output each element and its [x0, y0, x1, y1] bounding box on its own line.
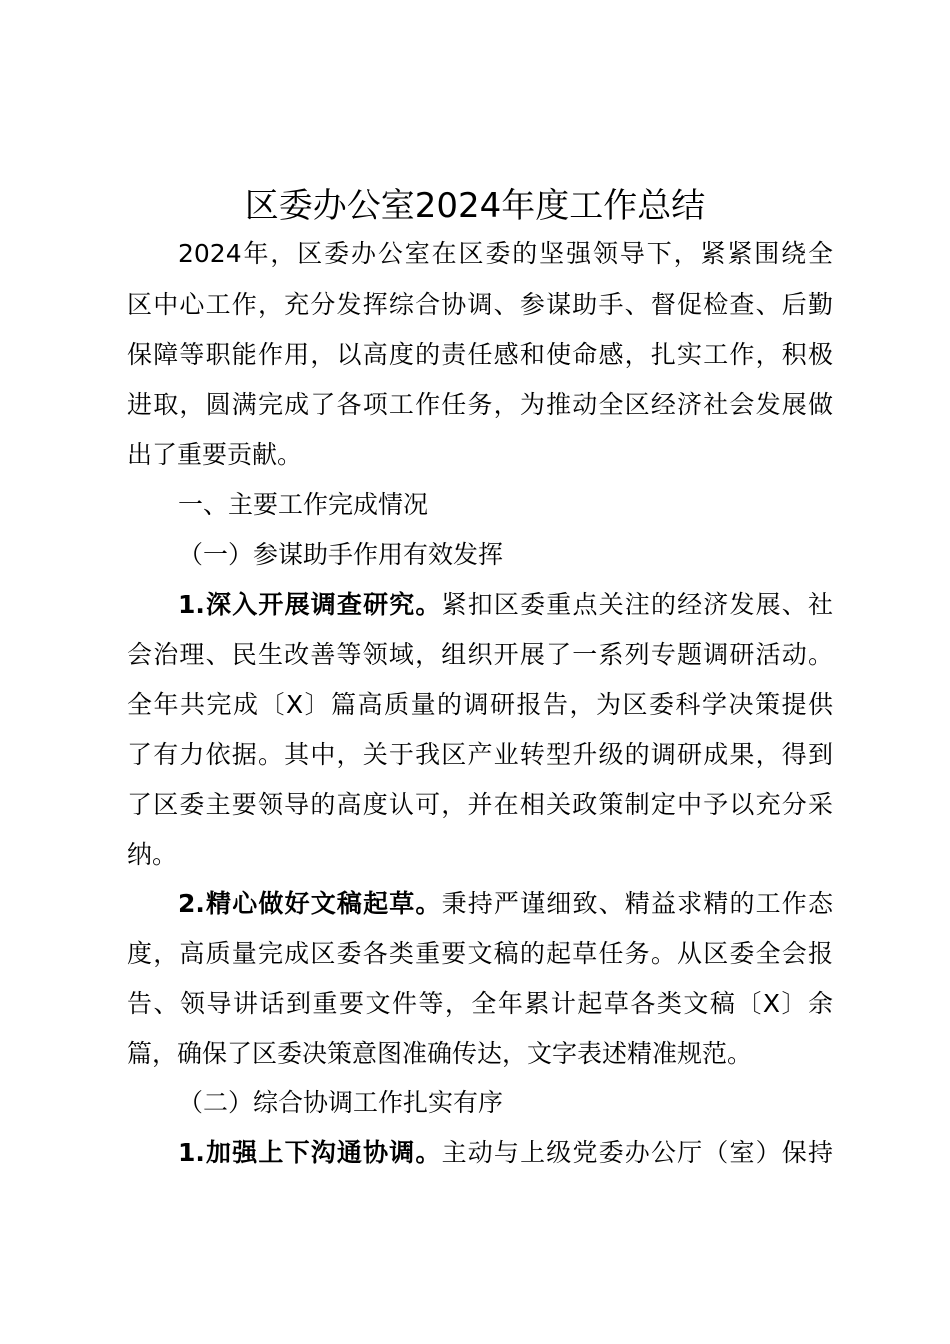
item2-first-line	[178, 886, 833, 922]
subsection-heading-2: （二）综合协调工作扎实有序	[178, 1088, 504, 1117]
subsection-heading-1: （一）参谋助手作用有效发挥	[178, 540, 504, 569]
item1-line-4: 了有力依据。其中，关于我区产业转型升级的调研成果，得到	[127, 740, 833, 769]
item2-line-2: 度，高质量完成区委各类重要文稿的起草任务。从区委全会报	[127, 939, 833, 968]
section-heading: 一、主要工作完成情况	[178, 490, 429, 519]
item1-title: 1.深入开展调查研究。	[178, 590, 442, 619]
item1-line-6: 纳。	[127, 840, 178, 869]
sub2-item1-first-line	[178, 1135, 833, 1171]
item2-line-4: 篇，确保了区委决策意图准确传达，文字表述精准规范。	[127, 1039, 753, 1068]
intro-line-4: 进取，圆满完成了各项工作任务，为推动全区经济社会发展做	[127, 390, 833, 419]
intro-line-2: 区中心工作，充分发挥综合协调、参谋助手、督促检查、后勤	[127, 290, 833, 319]
sub2-item1-title: 1.加强上下沟通协调。	[178, 1138, 442, 1167]
intro-line-1: 2024年，区委办公室在区委的坚强领导下，紧紧围绕全	[178, 239, 833, 268]
document-title: 区委办公室2024年度工作总结	[244, 186, 706, 226]
item2-line-3: 告、领导讲话到重要文件等，全年累计起草各类文稿〔X〕余	[127, 989, 833, 1018]
item1-line-2: 会治理、民生改善等领域，组织开展了一系列专题调研活动。	[127, 640, 833, 669]
sub2-item1-text-start: 主动与上级党委办公厅（室）保持	[441, 1138, 833, 1167]
item1-line-5: 了区委主要领导的高度认可，并在相关政策制定中予以充分采	[127, 790, 833, 819]
item1-line-3: 全年共完成〔X〕篇高质量的调研报告，为区委科学决策提供	[127, 690, 833, 719]
item2-title: 2.精心做好文稿起草。	[178, 889, 442, 918]
item2-text-start: 秉持严谨细致、精益求精的工作态	[441, 889, 833, 918]
item1-first-line	[178, 587, 833, 623]
item1-text-start: 紧扣区委重点关注的经济发展、社	[441, 590, 833, 619]
intro-line-5: 出了重要贡献。	[127, 440, 303, 469]
intro-line-3: 保障等职能作用，以高度的责任感和使命感，扎实工作，积极	[127, 340, 833, 369]
